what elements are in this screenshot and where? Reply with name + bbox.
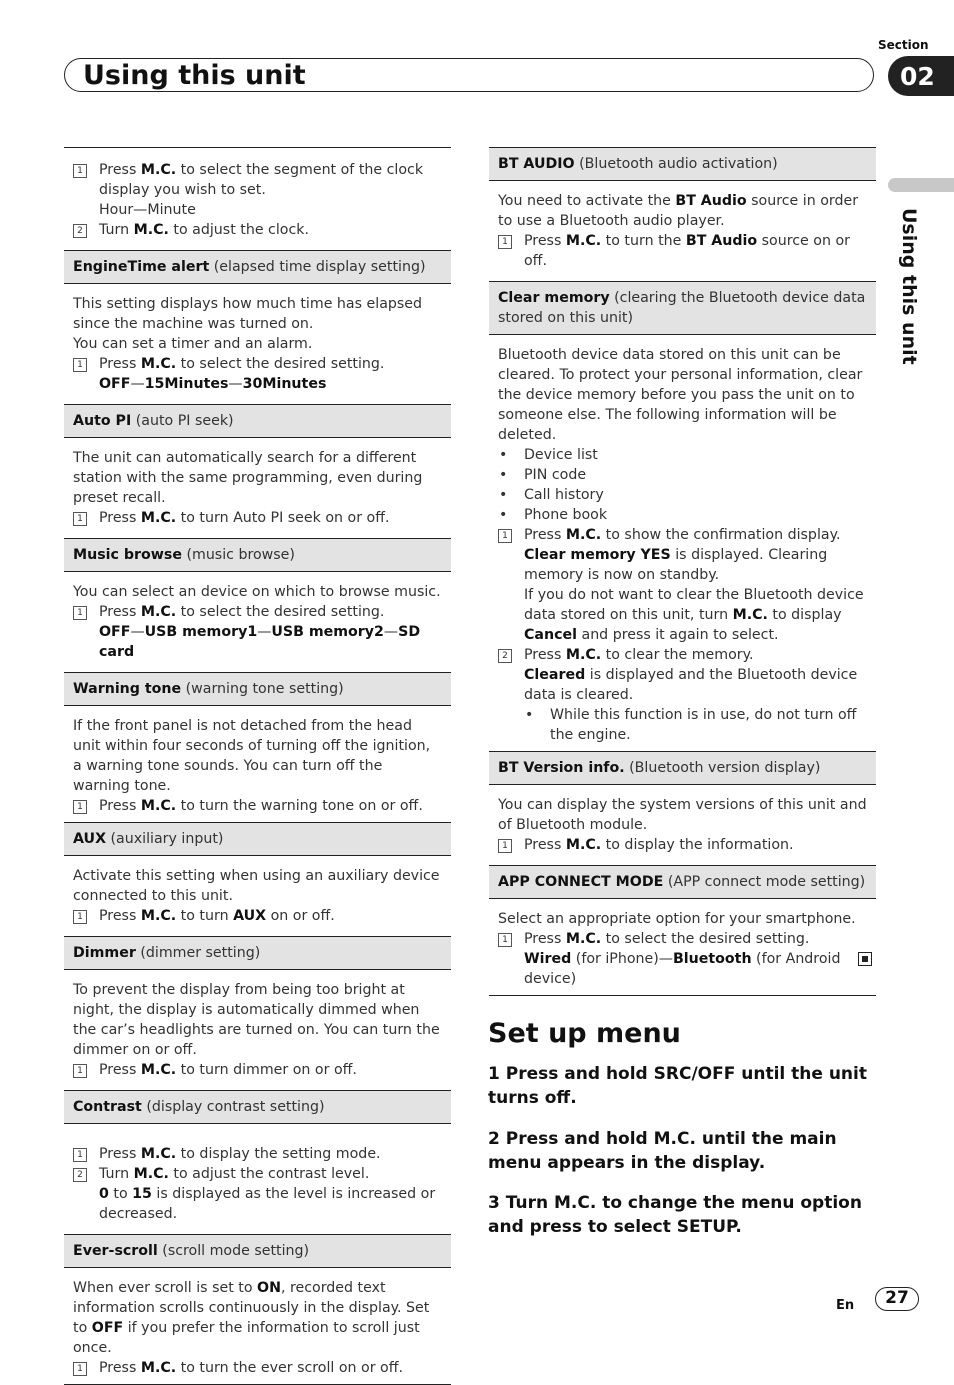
- clear-memory-header: Clear memory (clearing the Bluetooth device data stored on this unit): [489, 281, 876, 335]
- left-column: [64, 147, 451, 1385]
- list-item: • Device list: [498, 445, 867, 465]
- contrast-header: Contrast (display contrast setting): [64, 1090, 451, 1124]
- ever-scroll-header: Ever-scroll (scroll mode setting): [64, 1234, 451, 1268]
- aux-block: Activate this setting when using an auxiliary device connected to this unit. 1 Press M.C. to turn AUX on or off.: [73, 868, 440, 924]
- engine-time-block: This setting displays how much time has elapsed since the machine was turned on. You can set a timer and an alarm. 1 Press M.C. to select the desired setting. OFF—15Minutes—30Minutes: [73, 296, 423, 392]
- dimmer-block: To prevent the display from being too bright at night, the display is automatically dimmed when the car’s headlights are turned on. You can turn the dimmer on or off. 1 Press M.C. to turn dimmer on or off.: [73, 982, 440, 1078]
- auto-pi-block: The unit can automatically search for a different station with the same programming, even during preset recall. 1 Press M.C. to turn Auto PI seek on or off.: [73, 450, 423, 526]
- setup-title: Set up menu: [488, 1018, 681, 1049]
- bt-version-block: You can display the system versions of this unit and of Bluetooth module. 1 Press M.C. to display the information.: [498, 797, 867, 853]
- ever-scroll-block: When ever scroll is set to ON, recorded text information scrolls continuously in the display. Set to OFF if you prefer the information to scroll just once. 1 Press M.C. to turn the ever scroll on or off.: [73, 1280, 430, 1376]
- side-tab-marker: [888, 178, 954, 192]
- bt-audio-block: You need to activate the BT Audio source in order to use a Bluetooth audio player. 1 Press M.C. to turn the BT Audio source on or off.: [498, 193, 859, 269]
- clear-memory-block: Bluetooth device data stored on this unit can be cleared. To protect your personal information, clear the device memory before you pass the unit on to someone else. The following information will be deleted. • Device list • PIN code • Call history • Phone book 1 Press M.C. to show the confirmation display. Clear memory YES is displayed. Clearing memory is now on standby. If you do not want to clear the Bluetooth device data stored on this unit, turn M.C. to display Cancel and press it again to select. 2 Press M.C. to clear the memory. Cleared is displayed and the Bluetooth device data is cleared. • While this function is in use, do not turn off the engine.: [489, 345, 876, 745]
- list-item: • Call history: [498, 485, 867, 505]
- list-item: • Phone book: [498, 505, 867, 525]
- aux-header: AUX (auxiliary input): [64, 822, 451, 856]
- clock-block: [64, 160, 451, 240]
- step-number: 2: [73, 224, 87, 238]
- auto-pi-header: Auto PI (auto PI seek): [64, 404, 451, 438]
- setup-step-1: 1 Press and hold SRC/OFF until the unit turns off.: [488, 1064, 867, 1108]
- bottom-rule: [64, 1378, 451, 1385]
- setup-step-2: 2 Press and hold M.C. until the main menu appears in the display.: [488, 1129, 837, 1173]
- side-tab-label: Using this unit: [898, 208, 920, 365]
- section-label: Section: [878, 38, 929, 52]
- app-connect-block: Select an appropriate option for your smartphone. 1 Press M.C. to select the desired setting. Wired (for iPhone)—Bluetooth (for Android device): [498, 911, 856, 987]
- bottom-rule: [489, 989, 876, 996]
- music-browse-header: Music browse (music browse): [64, 538, 451, 572]
- dimmer-header: Dimmer (dimmer setting): [64, 936, 451, 970]
- page-number: 27: [875, 1287, 919, 1311]
- page-title: Using this unit: [83, 60, 306, 91]
- setup-step-3: 3 Turn M.C. to change the menu option and press to select SETUP.: [488, 1193, 862, 1237]
- app-connect-header: APP CONNECT MODE (APP connect mode setting): [489, 865, 876, 899]
- list-item: • While this function is in use, do not turn off the engine.: [498, 705, 867, 745]
- top-rule: [64, 147, 451, 160]
- bt-audio-header: BT AUDIO (Bluetooth audio activation): [489, 147, 876, 181]
- right-column: [489, 147, 876, 996]
- step-number: 1: [73, 164, 87, 178]
- clock-step-2: 2 Turn M.C. to adjust the clock.: [73, 220, 442, 240]
- engine-time-header: EngineTime alert (elapsed time display setting): [64, 250, 451, 284]
- end-mark-icon: [858, 952, 872, 966]
- warning-tone-header: Warning tone (warning tone setting): [64, 672, 451, 706]
- warning-tone-block: If the front panel is not detached from the head unit within four seconds of turning off the ignition, a warning tone sounds. You can turn off the warning tone. 1 Press M.C. to turn the warning tone on or off.: [73, 718, 431, 814]
- title-bar: [64, 58, 874, 92]
- contrast-block: 1 Press M.C. to display the setting mode. 2 Turn M.C. to adjust the contrast level. 0 to 15 is displayed as the level is increased or decreased.: [64, 1134, 451, 1224]
- music-browse-block: You can select an device on which to browse music. 1 Press M.C. to select the desired setting. OFF—USB memory1—USB memory2—SD card: [73, 584, 441, 660]
- list-item: • PIN code: [498, 465, 867, 485]
- section-number: 02: [888, 56, 954, 96]
- clock-step-1: 1 Press M.C. to select the segment of the clock display you wish to set. Hour—Minute: [73, 160, 442, 220]
- language-label: En: [836, 1298, 855, 1313]
- bt-version-header: BT Version info. (Bluetooth version display): [489, 751, 876, 785]
